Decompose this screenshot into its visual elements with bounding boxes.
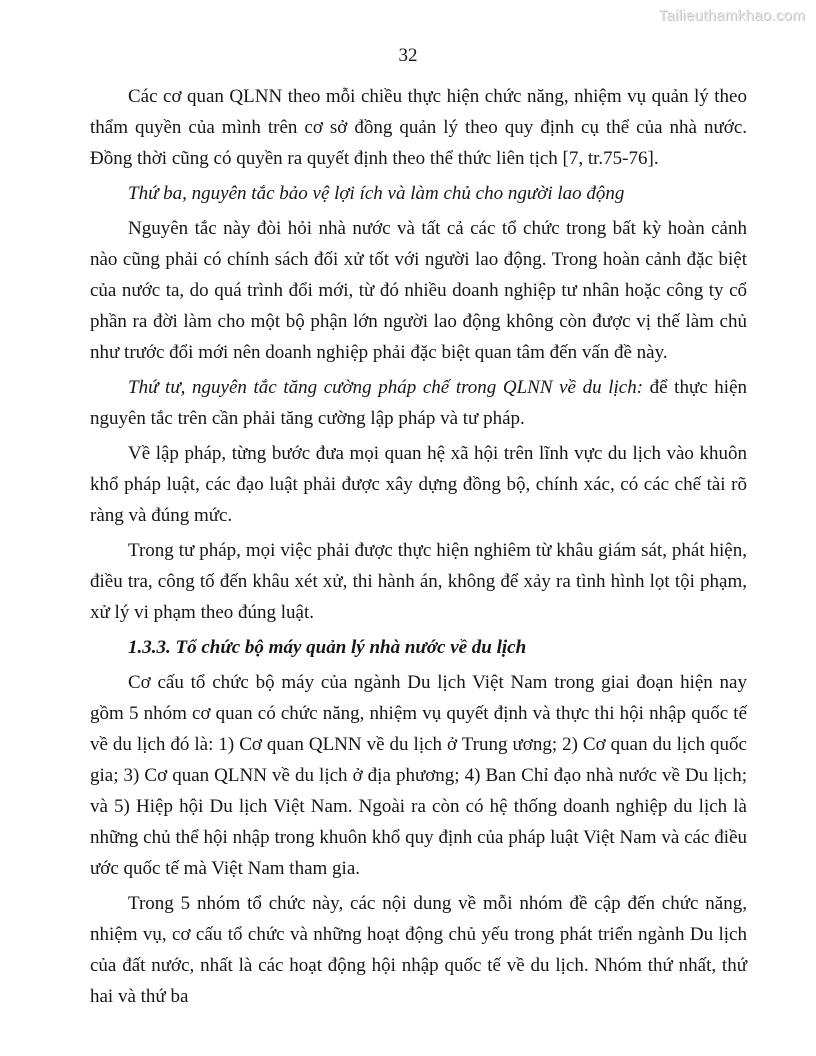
- paragraph-lap-phap: Về lập pháp, từng bước đưa mọi quan hệ xã hội trên lĩnh vực du lịch vào khuôn khổ pháp luật, các đạo luật phải được xây dựng đồng bộ, chính xác, có các chế tài rõ ràng và đúng mức.: [90, 443, 747, 526]
- paragraph-tu-phap: Trong tư pháp, mọi việc phải được thực hiện nghiêm từ khâu giám sát, phát hiện, điều tra, công tố đến khâu xét xử, thi hành án, không để xảy ra tình hình lọt tội phạm, xử lý vi phạm theo đúng luật.: [90, 540, 747, 623]
- site-watermark: Tailieuthamkhao.com: [658, 7, 805, 24]
- principle-heading-thu-ba: Thứ ba, nguyên tắc bảo vệ lợi ích và làm chủ cho người lao động: [128, 183, 625, 204]
- document-body: [90, 81, 747, 1016]
- page-number: 32: [398, 45, 418, 66]
- section-heading-1-3-3: 1.3.3. Tổ chức bộ máy quản lý nhà nước về du lịch: [128, 637, 527, 658]
- paragraph-thu-tu-rest: để thực hiện nguyên tắc trên cần phải tăng cường lập pháp và tư pháp.: [90, 377, 747, 429]
- paragraph-thu-tu: [90, 372, 747, 434]
- principle-heading-thu-tu: Thứ tư, nguyên tắc tăng cường pháp chế trong QLNN về du lịch:: [128, 377, 644, 398]
- paragraph-co-cau-to-chuc: Cơ cấu tổ chức bộ máy của ngành Du lịch Việt Nam trong giai đoạn hiện nay gồm 5 nhóm cơ quan có chức năng, nhiệm vụ quyết định và thực thi hội nhập quốc tế về du lịch đó là: 1) Cơ quan QLNN về du lịch ở Trung ương; 2) Cơ quan du lịch quốc gia; 3) Cơ quan QLNN về du lịch ở địa phương; 4) Ban Chỉ đạo nhà nước về Du lịch; và 5) Hiệp hội Du lịch Việt Nam. Ngoài ra còn có hệ thống doanh nghiệp du lịch là những chủ thể hội nhập trong khuôn khổ quy định của pháp luật Việt Nam và các điều ước quốc tế mà Việt Nam tham gia.: [90, 672, 747, 879]
- paragraph-5-nhom: Trong 5 nhóm tổ chức này, các nội dung về mỗi nhóm đề cập đến chức năng, nhiệm vụ, cơ cấu tổ chức và những hoạt động chủ yếu trong phát triển ngành Du lịch của đất nước, nhất là các hoạt động hội nhập quốc tế về du lịch. Nhóm thứ nhất, thứ hai và thứ ba: [90, 893, 747, 1007]
- paragraph-nguyen-tac-lao-dong: Nguyên tắc này đòi hỏi nhà nước và tất cả các tổ chức trong bất kỳ hoàn cảnh nào cũng phải có chính sách đối xử tốt với người lao động. Trong hoàn cảnh đặc biệt của nước ta, do quá trình đổi mới, từ đó nhiều doanh nghiệp tư nhân hoặc công ty cổ phần ra đời làm cho một bộ phận lớn người lao động không còn được vị thế làm chủ như trước đổi mới nên doanh nghiệp phải đặc biệt quan tâm đến vấn đề này.: [90, 218, 747, 363]
- paragraph-lien-tich: Các cơ quan QLNN theo mỗi chiều thực hiện chức năng, nhiệm vụ quản lý theo thẩm quyền của mình trên cơ sở đồng quản lý theo quy định cụ thể của nhà nước. Đồng thời cũng có quyền ra quyết định theo thể thức liên tịch [7, tr.75-76].: [90, 86, 747, 169]
